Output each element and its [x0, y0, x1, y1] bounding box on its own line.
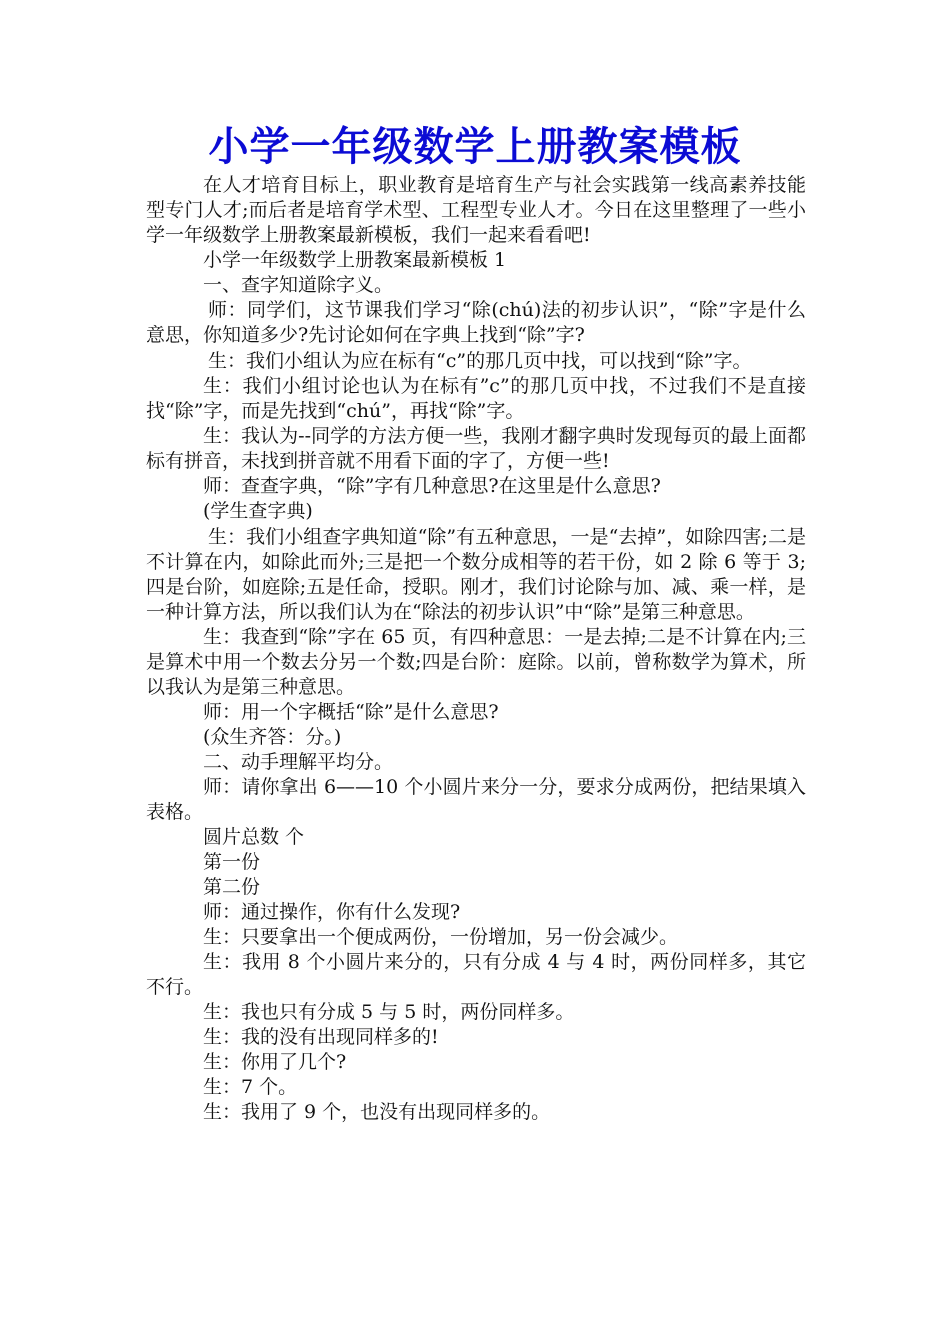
paragraph: 生：我们小组讨论也认为在标有”c”的那几页中找，不过我们不是直接找“除”字，而是先找到“chú”，再找“除”字。: [146, 375, 806, 422]
table-label: 第一份: [203, 851, 261, 873]
section-heading: 二、动手理解平均分。: [203, 751, 394, 773]
document-body: [146, 173, 806, 1125]
paragraph: 生：我用 8 个小圆片来分的，只有分成 4 与 4 时，两份同样多，其它不行。: [146, 951, 806, 998]
paragraph: 生：你用了几个?: [203, 1051, 347, 1073]
paragraph: 生：7 个。: [203, 1076, 298, 1098]
paragraph: 师：同学们，这节课我们学习“除(chú)法的初步认识”，“除”字是什么意思，你知道多少?先讨论如何在字典上找到“除”字?: [146, 299, 806, 346]
paragraph: 生：我认为--同学的方法方便一些，我刚才翻字典时发现每页的最上面都标有拼音，未找到拼音就不用看下面的字了，方便一些!: [146, 425, 806, 472]
paragraph: 在人才培育目标上，职业教育是培育生产与社会实践第一线高素养技能型专门人才;而后者是培育学术型、工程型专业人才。今日在这里整理了一些小学一年级数学上册教案最新模板，我们一起来看看吧!: [146, 174, 806, 246]
table-label: 第二份: [203, 876, 261, 898]
paragraph: (众生齐答：分。): [203, 726, 342, 748]
paragraph: 师：请你拿出 6——10 个小圆片来分一分，要求分成两份，把结果填入表格。: [146, 776, 806, 823]
paragraph: 生：我们小组认为应在标有“c”的那几页中找，可以找到“除”字。: [208, 350, 752, 372]
paragraph: 生：我查到“除”字在 65 页，有四种意思：一是去掉;二是不计算在内;三是算术中用一个数去分另一个数;四是台阶：庭除。以前，曾称数学为算术，所以我认为是第三种意思。: [146, 626, 806, 698]
paragraph: 生：我也只有分成 5 与 5 时，两份同样多。: [203, 1001, 575, 1023]
section-heading: 小学一年级数学上册教案最新模板 1: [203, 249, 507, 271]
paragraph: 生：我用了 9 个，也没有出现同样多的。: [203, 1101, 551, 1123]
paragraph: 生：我的没有出现同样多的!: [203, 1026, 439, 1048]
paragraph: (学生查字典): [203, 500, 313, 522]
document-title: 小学一年级数学上册教案模板: [208, 123, 742, 170]
table-label: 圆片总数 个: [203, 826, 305, 848]
paragraph: 师：查查字典，“除”字有几种意思?在这里是什么意思?: [203, 475, 661, 497]
paragraph: 生：我们小组查字典知道“除”有五种意思，一是“去掉”，如除四害;二是不计算在内，如除此而外;三是把一个数分成相等的若干份，如 2 除 6 等于 3;四是台阶，如庭除;五是任命，授职。刚才，我们讨论除与加、减、乘一样，是一种计算方法，所以我们认为在“除法的初步认识”中“除”是第三种意思。: [146, 526, 806, 623]
paragraph: 生：只要拿出一个便成两份，一份增加，另一份会减少。: [203, 926, 679, 948]
paragraph: 师：用一个字概括“除”是什么意思?: [203, 701, 499, 723]
paragraph: 师：通过操作，你有什么发现?: [203, 901, 461, 923]
section-heading: 一、查字知道除字义。: [203, 274, 394, 296]
